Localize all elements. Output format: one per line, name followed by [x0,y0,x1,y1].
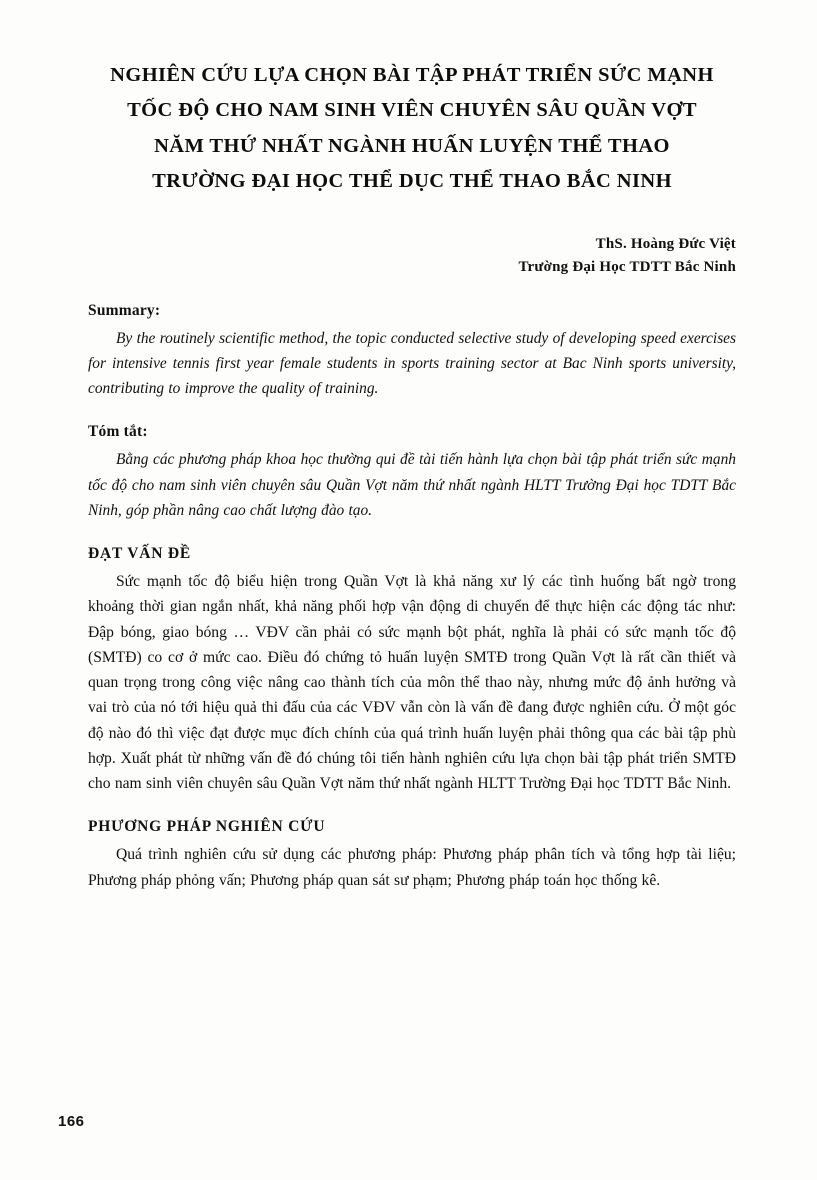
byline [88,233,736,280]
section-paragraph-phuongphap: Quá trình nghiên cứu sử dụng các phương pháp: Phương pháp phân tích và tổng hợp tài liệu; Phương pháp phỏng vấn; Phương pháp quan sát sư phạm; Phương pháp toán học thống kê. [88,846,736,889]
title-line-2: TỐC ĐỘ CHO NAM SINH VIÊN CHUYÊN SÂU QUẦN VỢT [127,99,697,122]
section-paragraph-tomtat: Bằng các phương pháp khoa học thường qui đề tài tiến hành lựa chọn bài tập phát triển sức mạnh tốc độ cho nam sinh viên chuyên sâu Quần Vợt năm thứ nhất ngành HLTT Trường Đại học TDTT Bắc Ninh, góp phần nâng cao chất lượng đào tạo. [88,451,736,519]
author-affiliation: Trường Đại Học TDTT Bắc Ninh [518,259,736,276]
page-content [88,58,736,893]
section-heading-phuongphap: PHƯƠNG PHÁP NGHIÊN CỨU [88,818,326,836]
section-heading-datvande: ĐẠT VẤN ĐỀ [88,545,192,563]
section-heading-tomtat: Tóm tắt: [88,423,148,441]
page-title [88,58,736,199]
title-line-3: NĂM THỨ NHẤT NGÀNH HUẤN LUYỆN THỂ THAO [154,134,670,157]
title-line-4: TRƯỜNG ĐẠI HỌC THỂ DỤC THỂ THAO BẮC NINH [152,169,672,192]
title-line-1: NGHIÊN CỨU LỰA CHỌN BÀI TẬP PHÁT TRIỂN SỨC MẠNH [110,64,714,86]
author-name: ThS. Hoàng Đức Việt [595,236,736,252]
section-heading-summary: Summary: [88,301,161,319]
section-paragraph-datvande: Sức mạnh tốc độ biểu hiện trong Quần Vợt là khả năng xư lý các tình huống bất ngờ trong khoảng thời gian ngắn nhất, khả năng phối hợp vận động di chuyển để thực hiện các động tác như: Đập bóng, giao bóng … VĐV cần phải có sức mạnh bột phát, nghĩa là phải có sức mạnh tốc độ (SMTĐ) co cơ ở mức cao. Điều đó chứng tỏ huấn luyện SMTĐ trong Quần Vợt là rất cần thiết và quan trọng trong công việc nâng cao thành tích của môn thể thao này, nhưng mức độ ảnh hưởng và vai trò của nó tới hiệu quả thi đấu của các VĐV vẫn còn là vấn đề đang được nghiên cứu. Ở một góc độ nào đó thì việc đạt được mục đích chính của quá trình huấn luyện phải thông qua các bài tập phù hợp. Xuất phát từ những vấn đề đó chúng tôi tiến hành nghiên cứu lựa chọn bài tập phát triển SMTĐ cho nam sinh viên chuyên sâu Quần Vợt năm thứ nhất ngành HLTT Trường Đại học TDTT Bắc Ninh. [88,573,736,793]
page-number: 166 [58,1113,85,1130]
section-paragraph-summary: By the routinely scientific method, the topic conducted selective study of developing speed exercises for intensive tennis first year female students in sports training sector at Bac Ninh sports university, contributing to improve the quality of training. [88,329,736,398]
